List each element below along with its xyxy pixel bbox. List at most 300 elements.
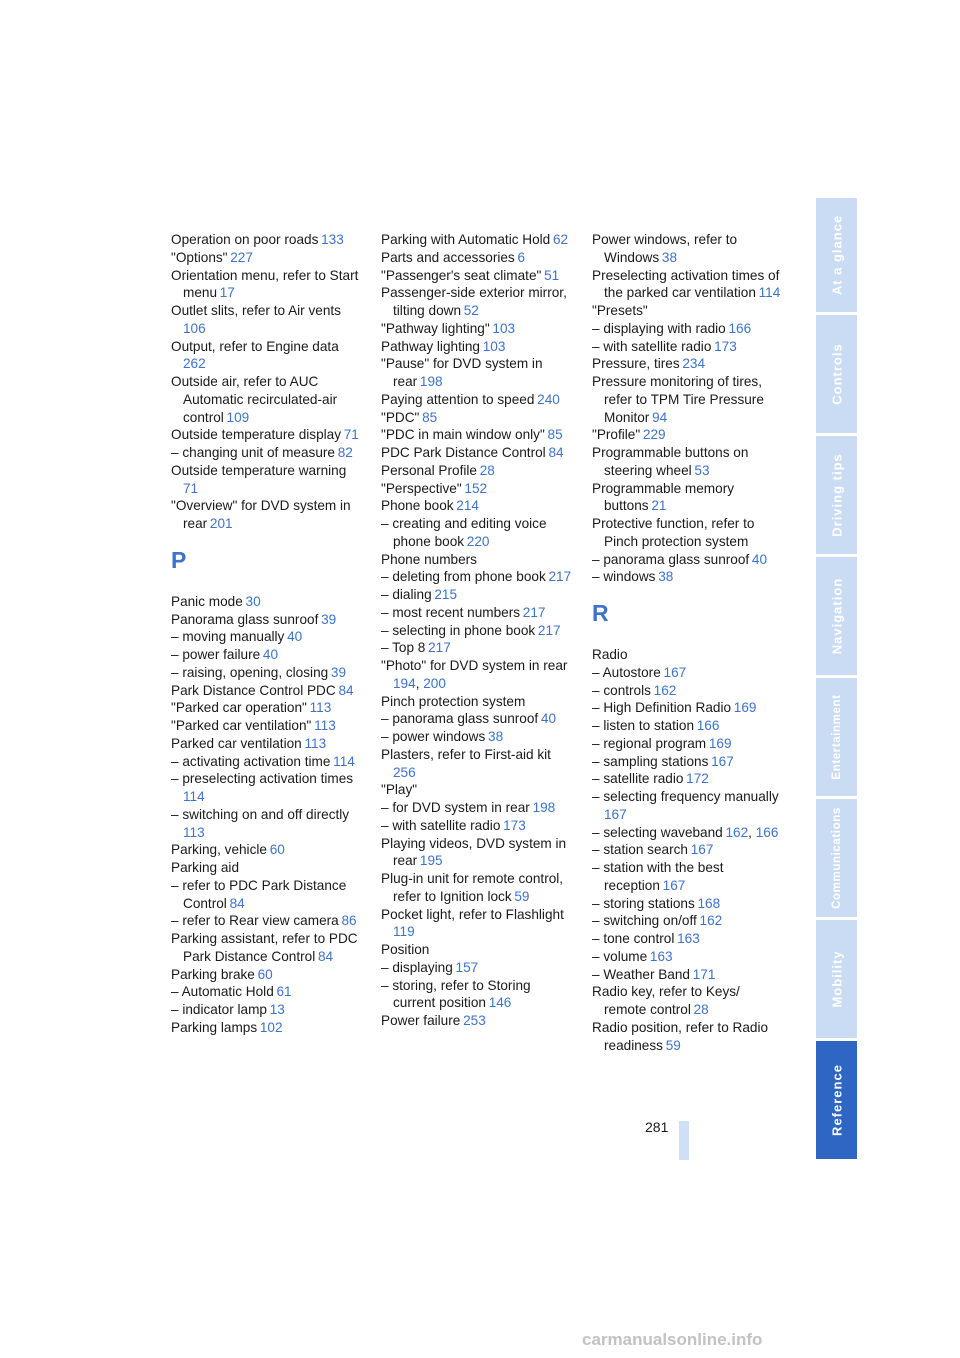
index-entry — [171, 983, 363, 1001]
index-entry — [381, 835, 573, 871]
index-entry — [592, 859, 784, 895]
index-entry — [171, 462, 363, 498]
index-column-2 — [381, 231, 573, 1030]
index-entry-text: – for DVD system in rear — [381, 800, 530, 815]
index-entry-text: "Passenger's seat climate" — [381, 267, 542, 283]
index-entry-text: Parts and accessories — [381, 249, 515, 265]
index-entry — [171, 611, 363, 629]
index-entry — [171, 664, 363, 682]
page-link[interactable]: 13 — [269, 1002, 285, 1017]
index-entry-text: – refer to PDC Park Distance Control — [171, 877, 347, 911]
index-entry-text: Parking aid — [171, 860, 240, 875]
index-entry — [381, 799, 573, 817]
page-link[interactable]: 28 — [479, 462, 495, 478]
index-entry — [171, 841, 363, 859]
index-entry — [592, 912, 784, 930]
page-link[interactable]: 173 — [714, 338, 737, 354]
page-link[interactable]: 217 — [428, 640, 451, 656]
index-entry — [381, 906, 573, 942]
index-entry-text: Output, refer to Engine data — [171, 338, 339, 354]
tab-reference[interactable] — [816, 1041, 857, 1159]
page-link[interactable]: 71 — [343, 427, 359, 443]
tab-navigation[interactable] — [816, 557, 857, 675]
index-entry — [381, 391, 573, 409]
index-column-1 — [171, 231, 363, 1037]
index-entry — [171, 593, 363, 611]
index-entry-text: – most recent numbers — [381, 604, 521, 620]
section-letter: P — [171, 546, 187, 573]
index-entry — [381, 817, 573, 835]
page-link[interactable]: 103 — [492, 320, 516, 336]
index-entry-text: "PDC" — [381, 409, 420, 425]
page-link[interactable]: 114 — [758, 285, 781, 301]
index-entry — [171, 859, 363, 877]
index-entry — [381, 497, 573, 515]
index-entry — [171, 753, 363, 771]
index-entry-text: – listen to station — [592, 718, 695, 733]
index-entry — [381, 959, 573, 977]
page-link[interactable]: 102 — [259, 1019, 283, 1035]
index-entry — [171, 735, 363, 753]
index-entry-text: Power windows, refer to Windows — [592, 232, 738, 265]
tab-label: Reference — [829, 1064, 844, 1136]
tab-controls[interactable] — [816, 315, 857, 433]
page-link[interactable]: 166 — [696, 718, 720, 733]
index-entry — [592, 426, 784, 444]
index-entry-text: Pressure, tires — [592, 356, 680, 372]
page-link[interactable]: 6 — [517, 249, 526, 265]
page-link[interactable]: 71 — [183, 480, 199, 496]
page-link[interactable]: 166 — [755, 824, 779, 840]
index-entry — [592, 373, 784, 426]
index-entry-text: – storing stations — [592, 895, 695, 911]
index-entry-text: Orientation menu, refer to Start menu — [171, 267, 359, 301]
index-entry-text: Radio position, refer to Radio readiness — [592, 1019, 769, 1053]
index-entry-text: Paying attention to speed — [381, 391, 535, 407]
page-link[interactable]: 85 — [547, 427, 563, 443]
page-link[interactable]: 109 — [226, 409, 250, 425]
index-entry-text: – controls — [592, 682, 651, 698]
page-link[interactable]: 85 — [422, 409, 438, 425]
page-link[interactable]: 169 — [733, 700, 757, 716]
index-entry — [171, 966, 363, 984]
index-entry — [381, 728, 573, 746]
index-entry — [592, 444, 784, 480]
page-link[interactable]: 167 — [662, 877, 686, 893]
page-link[interactable]: 114 — [333, 753, 355, 769]
index-entry — [592, 841, 784, 859]
page-link[interactable]: 62 — [552, 232, 569, 247]
page-link[interactable]: 94 — [652, 409, 668, 425]
page-link[interactable]: 200 — [423, 675, 446, 691]
page-link[interactable]: 163 — [677, 931, 700, 946]
page-number: 281 — [645, 1119, 669, 1135]
index-entry — [592, 788, 784, 824]
page-link[interactable]: 86 — [341, 913, 357, 929]
index-entry-text: "Pathway lighting" — [381, 320, 490, 336]
index-entry-text: Personal Profile — [381, 462, 477, 478]
tab-label: Controls — [829, 343, 844, 405]
index-entry — [381, 657, 573, 693]
index-entry — [381, 515, 573, 551]
index-entry — [171, 877, 363, 913]
page-link[interactable]: 214 — [456, 498, 479, 514]
index-entry-text: "Presets" — [592, 303, 648, 318]
page-separator: , — [415, 675, 424, 691]
page-link[interactable]: 21 — [651, 498, 667, 514]
index-entry-text: – switching on/off — [592, 913, 697, 929]
index-entry — [381, 444, 573, 462]
index-entry — [592, 930, 784, 948]
page-link[interactable]: 40 — [540, 711, 557, 727]
index-entry — [171, 912, 363, 930]
index-entry — [381, 409, 573, 427]
index-entry-text: – Weather Band — [592, 966, 690, 982]
index-entry-text: – moving manually — [171, 629, 285, 645]
index-entry — [381, 320, 573, 338]
index-entry-text: Outside temperature warning — [171, 462, 347, 478]
index-entry — [171, 231, 363, 249]
index-entry-text: – raising, opening, closing — [171, 664, 329, 680]
index-entry-text: Pocket light, refer to Flashlight — [381, 906, 564, 922]
index-entry-text: – selecting in phone book — [381, 622, 536, 638]
page-link[interactable]: 60 — [257, 966, 273, 982]
page-link[interactable]: 53 — [694, 462, 710, 478]
index-entry-text: – volume — [592, 948, 648, 964]
index-entry — [381, 977, 573, 1013]
index-entry-text: Parking brake — [171, 966, 255, 982]
index-entry-text: – station with the best reception — [592, 860, 724, 893]
page-link[interactable]: 220 — [466, 533, 490, 549]
index-entry-text: Position — [381, 942, 430, 957]
index-entry — [592, 735, 784, 753]
page-link[interactable]: 227 — [230, 249, 253, 265]
page-link[interactable]: 173 — [503, 817, 526, 833]
index-entry — [592, 717, 784, 735]
page-link[interactable]: 217 — [548, 569, 572, 585]
index-entry-text: – power windows — [381, 729, 486, 744]
tab-label: At a glance — [829, 214, 844, 296]
page-link[interactable]: 240 — [537, 391, 560, 407]
index-entry — [592, 682, 784, 700]
index-entry-text: – with satellite radio — [592, 338, 712, 354]
page-link[interactable]: 30 — [245, 593, 261, 609]
page-link[interactable]: 215 — [434, 587, 458, 602]
index-entry-text: – dialing — [381, 587, 432, 602]
page-link[interactable]: 152 — [464, 480, 488, 496]
page-link[interactable]: 168 — [697, 895, 721, 911]
index-entry — [592, 515, 784, 551]
index-entry-text: Pathway lighting — [381, 338, 480, 354]
index-entry-text: "Parked car ventilation" — [171, 718, 312, 733]
page-link[interactable]: 167 — [711, 753, 734, 769]
index-entry-text: – storing, refer to Storing current position — [381, 977, 531, 1011]
index-entry-text: – Autostore — [592, 664, 661, 680]
index-entry-text: Radio key, refer to Keys/ remote control — [592, 984, 740, 1017]
page-link[interactable]: 194 — [393, 675, 416, 691]
page-link[interactable]: 234 — [682, 356, 706, 372]
page-link[interactable]: 167 — [690, 842, 714, 858]
index-entry-text: – windows — [592, 569, 656, 585]
index-entry — [592, 338, 784, 356]
index-entry — [592, 699, 784, 717]
page-link[interactable]: 38 — [488, 729, 504, 744]
index-entry-text: Parked car ventilation — [171, 735, 302, 751]
page-link[interactable]: 133 — [321, 232, 344, 247]
index-entry-text: – activating activation time — [171, 753, 331, 769]
index-entry-text: – power failure — [171, 647, 261, 662]
index-entry-text: Programmable memory buttons — [592, 480, 735, 514]
page-link[interactable]: 229 — [642, 427, 666, 443]
index-entry-text: – regional program — [592, 735, 707, 751]
page-link[interactable]: 106 — [183, 320, 206, 336]
index-entry — [381, 1012, 573, 1030]
page-link[interactable]: 60 — [269, 842, 285, 858]
index-entry — [171, 1019, 363, 1037]
index-entry-text: – selecting waveband — [592, 824, 723, 840]
section-tabs — [816, 198, 857, 1162]
tab-at-a-glance[interactable] — [816, 198, 857, 312]
page-link[interactable]: 201 — [209, 516, 233, 531]
index-entry-text: – indicator lamp — [171, 1002, 267, 1017]
page-link[interactable]: 82 — [337, 445, 353, 460]
index-entry — [592, 824, 784, 842]
index-entry — [381, 551, 573, 569]
page-link[interactable]: 167 — [604, 806, 627, 822]
index-column-3 — [592, 231, 784, 1054]
tab-communications[interactable] — [816, 799, 857, 917]
index-entry-text: – satellite radio — [592, 771, 684, 787]
index-entry — [171, 249, 363, 267]
index-entry — [592, 753, 784, 771]
index-entry — [381, 426, 573, 444]
page-link[interactable]: 84 — [317, 948, 334, 964]
index-entry-text: – preselecting activation times — [171, 771, 354, 787]
page-link[interactable]: 163 — [649, 948, 673, 964]
page-link[interactable]: 119 — [393, 924, 415, 940]
index-entry-text: "Options" — [171, 249, 228, 265]
page-link[interactable]: 195 — [419, 853, 443, 869]
page-number-bar — [679, 1121, 689, 1160]
index-entry — [171, 930, 363, 966]
index-entry — [381, 693, 573, 711]
index-entry-text: "Play" — [381, 782, 418, 798]
index-entry — [171, 444, 363, 462]
index-entry — [381, 870, 573, 906]
index-entry — [592, 302, 784, 320]
index-entry-text: – station search — [592, 842, 688, 858]
index-entry-text: – Automatic Hold — [171, 984, 274, 1000]
page-link[interactable]: 113 — [309, 700, 332, 716]
index-entry — [381, 249, 573, 267]
index-entry-text: – panorama glass sunroof — [592, 551, 750, 567]
section-letter: R — [592, 600, 609, 626]
index-entry-text: – refer to Rear view camera — [171, 913, 339, 929]
index-entry-text: Outlet slits, refer to Air vents — [171, 303, 341, 318]
index-entry — [171, 497, 363, 533]
index-entry — [381, 639, 573, 657]
tab-label: Entertainment — [830, 694, 843, 780]
index-entry-text: Plasters, refer to First-aid kit — [381, 746, 551, 762]
index-entry-text: Parking, vehicle — [171, 842, 267, 858]
page-link[interactable]: 217 — [522, 604, 546, 620]
index-entry-text: Programmable buttons on steering wheel — [592, 445, 749, 478]
page-link[interactable]: 167 — [663, 664, 687, 680]
page-link[interactable]: 51 — [544, 267, 560, 283]
tab-driving-tips[interactable] — [816, 436, 857, 554]
page-link[interactable]: 262 — [183, 356, 206, 372]
index-entry — [381, 338, 573, 356]
index-entry-text: Power failure — [381, 1013, 461, 1028]
index-entry — [171, 302, 363, 338]
page-link[interactable]: 103 — [482, 338, 506, 354]
index-entry-text: – tone control — [592, 931, 675, 946]
tab-label: Driving tips — [829, 453, 844, 537]
index-entry — [171, 628, 363, 646]
index-entry — [592, 320, 784, 338]
index-entry — [592, 551, 784, 569]
index-entry-text: Operation on poor roads — [171, 232, 319, 247]
page-separator: , — [748, 824, 756, 840]
page-link[interactable]: 256 — [393, 764, 416, 780]
index-entry-text: "Perspective" — [381, 480, 462, 496]
index-entry — [171, 646, 363, 664]
index-entry — [592, 664, 784, 682]
index-entry — [592, 966, 784, 984]
page-link[interactable]: 40 — [751, 551, 768, 567]
index-entry — [381, 604, 573, 622]
page-link[interactable]: 198 — [532, 800, 556, 815]
index-entry — [171, 699, 363, 717]
index-entry-text: – deleting from phone book — [381, 569, 546, 585]
page-link[interactable]: 84 — [548, 445, 564, 460]
page-link[interactable]: 146 — [488, 995, 512, 1011]
index-entry — [171, 806, 363, 842]
page-link[interactable]: 113 — [304, 735, 327, 751]
index-entry-text: – switching on and off directly — [171, 806, 350, 822]
page-link[interactable]: 253 — [463, 1013, 486, 1028]
tab-label: Communications — [830, 807, 843, 909]
page-link[interactable]: 28 — [693, 1002, 709, 1017]
index-entry — [381, 941, 573, 959]
index-entry-text: "Photo" for DVD system in rear — [381, 658, 568, 673]
index-entry-text: "Parked car operation" — [171, 700, 307, 716]
page-link[interactable]: 169 — [708, 735, 732, 751]
index-entry — [592, 770, 784, 788]
index-entry — [592, 895, 784, 913]
index-entry-text: – with satellite radio — [381, 817, 501, 833]
page-link[interactable]: 38 — [661, 249, 678, 265]
page-link[interactable]: 61 — [276, 984, 292, 1000]
index-entry — [592, 355, 784, 373]
page-link[interactable]: 162 — [653, 682, 677, 698]
page-link[interactable]: 40 — [262, 647, 279, 662]
index-entry — [171, 770, 363, 806]
page-link[interactable]: 162 — [725, 824, 749, 840]
page-link[interactable]: 84 — [338, 682, 354, 698]
index-entry — [171, 373, 363, 426]
page-link[interactable]: 38 — [658, 569, 674, 585]
tab-mobility[interactable] — [816, 920, 857, 1038]
page-link[interactable]: 52 — [463, 303, 479, 318]
page-link[interactable]: 166 — [728, 320, 752, 336]
index-entry — [592, 646, 784, 664]
index-entry-text: PDC Park Distance Control — [381, 445, 546, 460]
page-link[interactable]: 172 — [686, 771, 709, 787]
page-link[interactable]: 114 — [183, 789, 205, 804]
page-link[interactable]: 59 — [665, 1037, 681, 1053]
index-entry-text: – Top 8 — [381, 640, 426, 656]
index-entry-text: Pinch protection system — [381, 693, 526, 709]
page-link[interactable]: 17 — [219, 285, 235, 301]
index-entry-text: Phone book — [381, 498, 454, 514]
index-entry-text: Parking lamps — [171, 1019, 258, 1035]
page-link[interactable]: 157 — [455, 959, 479, 975]
index-entry-text: Park Distance Control PDC — [171, 682, 336, 698]
index-entry — [381, 267, 573, 285]
index-entry — [171, 426, 363, 444]
index-entry — [592, 568, 784, 586]
page-link[interactable]: 162 — [699, 913, 723, 929]
index-entry — [381, 355, 573, 391]
page-link[interactable]: 39 — [330, 664, 347, 680]
index-entry — [381, 568, 573, 586]
page-link[interactable]: 113 — [314, 718, 336, 733]
index-entry-text: "Overview" for DVD system in rear — [171, 498, 351, 531]
watermark: carmanualsonline.info — [582, 1330, 763, 1349]
page-link[interactable]: 39 — [321, 611, 337, 627]
index-entry — [171, 1001, 363, 1019]
tab-label: Navigation — [829, 577, 844, 655]
index-entry — [381, 480, 573, 498]
index-entry — [592, 948, 784, 966]
index-entry — [592, 267, 784, 303]
index-entry — [171, 338, 363, 374]
index-entry-text: Radio — [592, 647, 628, 662]
index-entry — [381, 710, 573, 728]
page-link[interactable]: 59 — [514, 888, 530, 904]
page-link[interactable]: 84 — [229, 895, 245, 911]
index-entry-text: – High Definition Radio — [592, 700, 732, 716]
index-entry — [592, 1019, 784, 1055]
tab-entertainment[interactable] — [816, 678, 857, 796]
index-entry-text: – displaying — [381, 959, 453, 975]
index-entry — [592, 983, 784, 1019]
index-entry — [381, 586, 573, 604]
page-link[interactable]: 40 — [287, 629, 303, 645]
tab-label: Mobility — [829, 950, 844, 1008]
index-entry-text: Playing videos, DVD system in rear — [381, 835, 567, 869]
index-entry — [381, 746, 573, 782]
index-entry — [381, 622, 573, 640]
index-entry-text: – creating and editing voice phone book — [381, 516, 547, 549]
index-entry-text: – selecting frequency manually — [592, 789, 779, 804]
page-link[interactable]: 171 — [692, 966, 716, 982]
page-link[interactable]: 198 — [419, 374, 443, 389]
index-entry — [381, 231, 573, 249]
index-entry-text: "Pause" for DVD system in rear — [381, 356, 543, 389]
page-link[interactable]: 217 — [537, 622, 561, 638]
index-entry-text: Preselecting activation times of the parked car ventilation — [592, 267, 780, 301]
index-entry-text: Phone numbers — [381, 551, 477, 567]
index-entry-text: Panic mode — [171, 593, 243, 609]
index-entry — [171, 717, 363, 735]
page-link[interactable]: 113 — [183, 824, 205, 840]
index-entry-text: Outside temperature display — [171, 427, 342, 443]
index-entry-text: Parking with Automatic Hold — [381, 232, 551, 247]
index-entry-text: Passenger-side exterior mirror, tilting down — [381, 285, 567, 318]
index-entry-text: Parking assistant, refer to PDC Park Distance Control — [171, 931, 358, 964]
